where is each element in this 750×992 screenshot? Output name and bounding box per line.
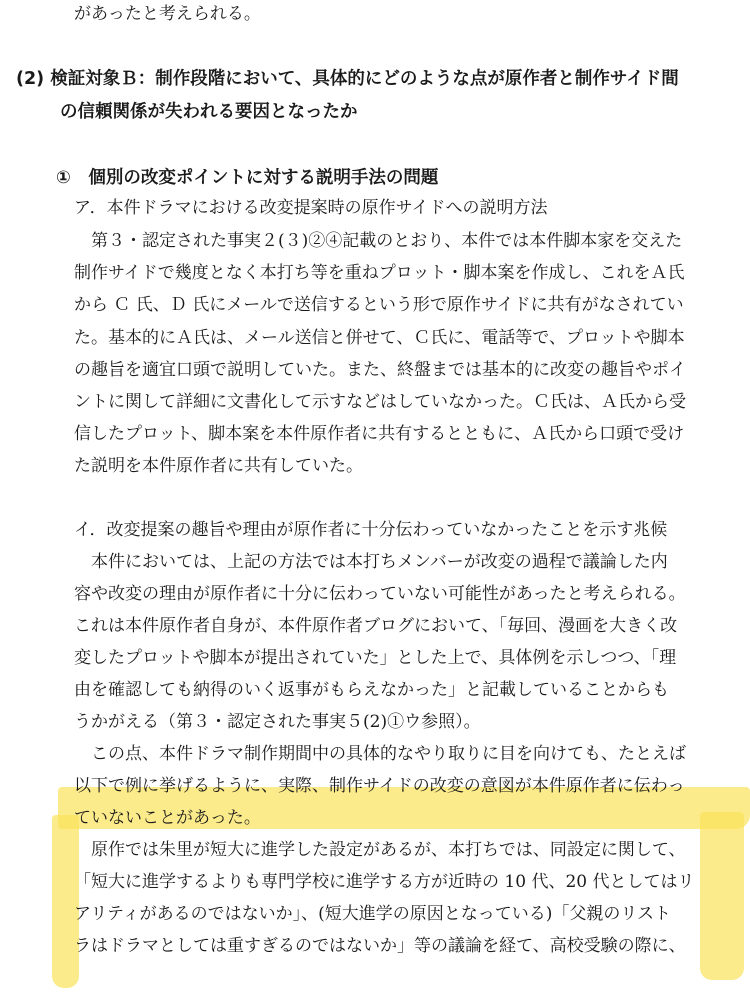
paragraph-line: 由を確認しても納得のいく返事がもらえなかった」と記載していることからも [74,680,669,700]
paragraph-line: 信したプロット、脚本案を本件原作者に共有するとともに、Ａ氏から口頭で受け [74,424,685,444]
paragraph-line: この点、本件ドラマ制作期間中の具体的なやり取りに目を向けても、たとえば [91,744,686,764]
paragraph-line: 制作サイドで幾度となく本打ち等を重ねプロット・脚本案を作成し、これをＡ氏 [74,263,685,283]
paragraph-line: 変したプロットや脚本が提出されていた」とした上で、具体例を示しつつ、「理 [74,648,677,668]
paragraph-line: から Ｃ 氏、Ｄ 氏にメールで送信するという形で原作サイドに共有がなされてい [74,295,684,315]
highlighter-mark-left [52,815,79,988]
paragraph-line: うかがえる（第３・認定された事実５(2)①ウ参照）。 [74,712,481,732]
paragraph-line: 本件においては、上記の方法では本打ちメンバーが改変の過程で議論した内 [91,552,668,572]
paragraph-line: の趣旨を適宜口頭で説明していた。また、終盤までは基本的に改変の趣旨やポイ [74,360,686,380]
highlighter-mark-right [700,812,744,980]
section-heading: (2) 検証対象Ｂ：制作段階において、具体的にどのような点が原作者と制作サイド間 [16,69,679,89]
item-heading: イ．改変提案の趣旨や理由が原作者に十分伝わっていなかったことを示す兆候 [74,520,668,540]
paragraph-line: ラはドラマとしては重すぎるのではないか」等の議論を経て、高校受験の際に、 [74,936,686,956]
paragraph-line: ントに関して詳細に文書化して示すなどはしていなかった。Ｃ氏は、Ａ氏から受 [74,392,686,412]
paragraph-line: 原作では朱里が短大に進学した設定があるが、本打ちでは、同設定に関して、 [91,840,686,860]
text-line: があったと考えられる。 [74,4,261,24]
section-heading-cont: の信頼関係が失われる要因となったか [60,102,358,122]
paragraph-line: 第３・認定された事実２(３)②④記載のとおり、本件では本件脚本家を交えた [91,231,683,251]
paragraph-line: た。基本的にＡ氏は、メール送信と併せて、Ｃ氏に、電話等で、プロットや脚本 [74,328,685,348]
item-heading: ア．本件ドラマにおける改変提案時の原作サイドへの説明方法 [74,198,548,218]
paragraph-line: 容や改変の理由が原作者に十分に伝わっていない可能性があったと考えられる。 [74,584,686,604]
paragraph-line: これは本件原作者自身が、本件原作者ブログにおいて、「毎回、漫画を大きく改 [74,616,678,636]
paragraph-line: た説明を本件原作者に共有していた。 [74,456,363,476]
paragraph-line: 以下で例に挙げるように、実際、制作サイドの改変の意図が本件原作者に伝わっ [74,776,685,796]
paragraph-line: ていないことがあった。 [74,808,261,828]
paragraph-line: アリティがあるのではないか」、(短大進学の原因となっている)「父親のリスト [74,904,672,924]
paragraph-line: 「短大に進学するよりも専門学校に進学する方が近時の 10 代、20 代としてはリ [74,872,695,892]
subsection-heading: ① 個別の改変ポイントに対する説明手法の問題 [56,168,439,188]
